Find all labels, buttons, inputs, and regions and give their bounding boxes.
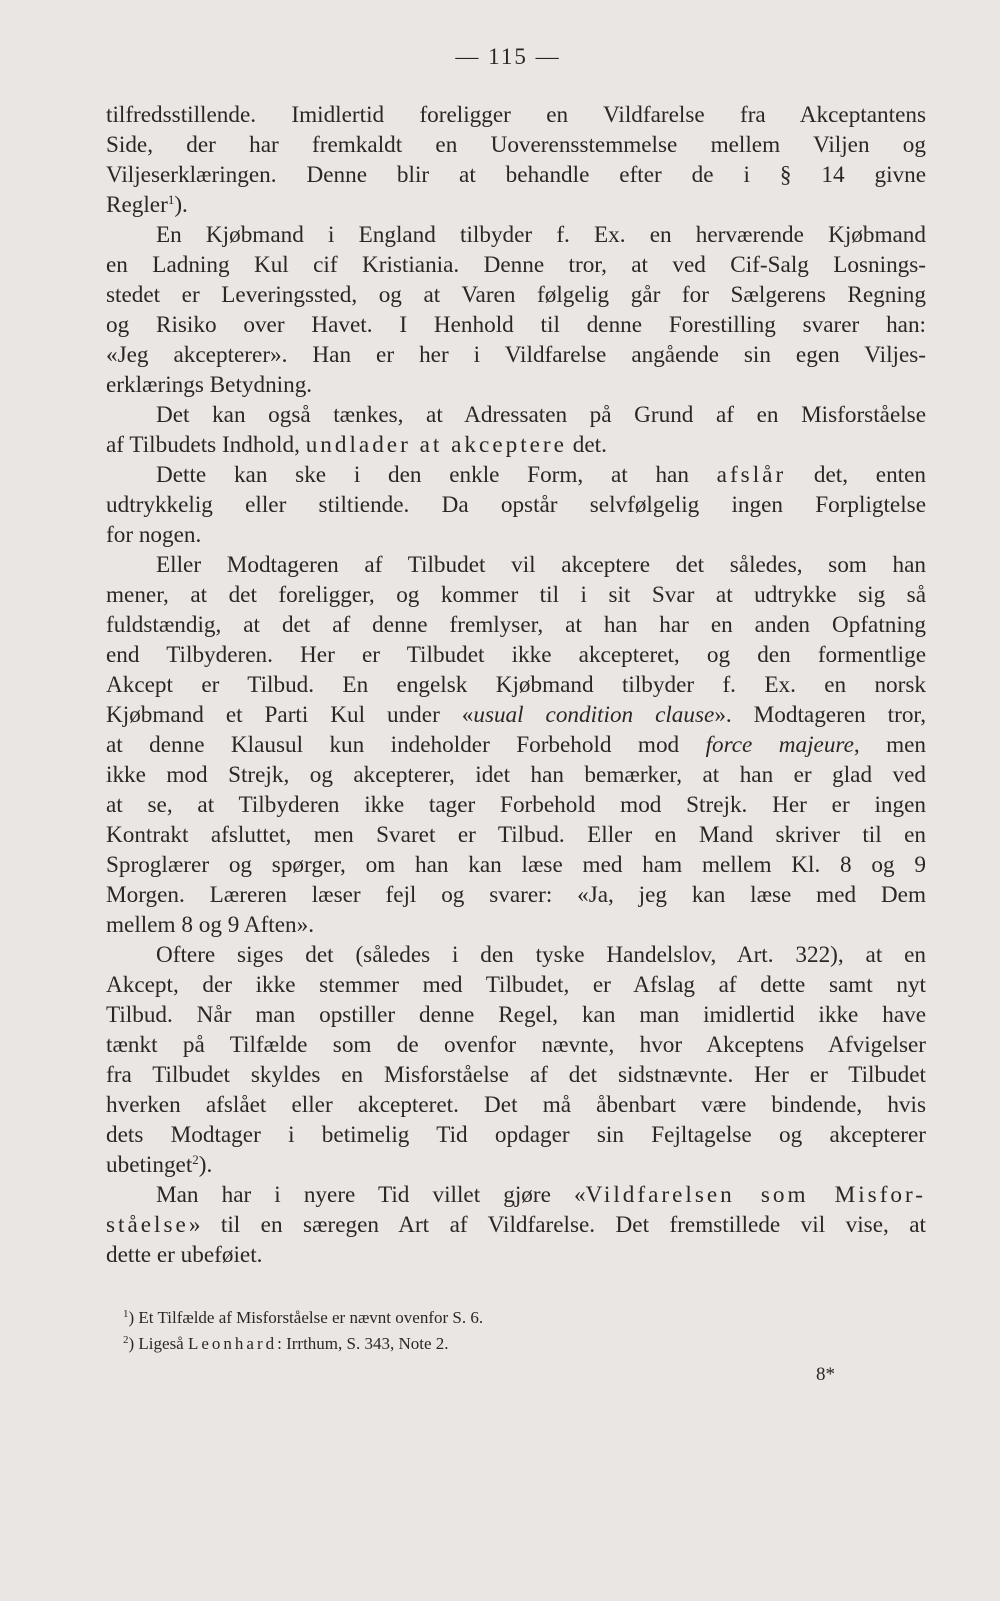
- line-text: mener, at det foreligger, og kommer til i sit Svar at udtrykke sig så: [106, 582, 926, 608]
- line-tail: ». Modtageren tror,: [714, 702, 926, 728]
- line-text: for nogen.: [106, 522, 202, 548]
- line-tail: » til en særegen Art af Vildfarelse. Det fremstillede vil vise, at: [188, 1212, 926, 1238]
- line-text: ubetinget: [106, 1152, 193, 1178]
- text-line: [106, 760, 926, 790]
- line-text: end Tilbyderen. Her er Tilbudet ikke akcepteret, og den formentlige: [106, 642, 926, 668]
- footnote-ref: 2: [192, 1152, 199, 1167]
- footnote-number: 1: [123, 1308, 129, 1320]
- line-text: dets Modtager i betimelig Tid opdager sin Fejltagelse og akcepterer: [106, 1122, 926, 1148]
- line-tail: , men: [853, 732, 926, 758]
- footnote-text: ) Ligeså: [128, 1334, 188, 1353]
- line-text: Det kan også tænkes, at Adressaten på Grund af en Misforståelse: [156, 402, 926, 428]
- line-tail: det.: [566, 432, 607, 458]
- text-line: [106, 430, 926, 460]
- spaced-text: ståelse: [106, 1212, 189, 1238]
- spaced-text: Vildfarelsen som Misfor-: [585, 1182, 926, 1208]
- page-number: — 115 —: [455, 44, 561, 69]
- text-line: [106, 1150, 926, 1180]
- text-line: [106, 220, 926, 250]
- line-text: en Ladning Kul cif Kristiania. Denne tror, at ved Cif-Salg Losnings-: [106, 252, 926, 278]
- footnote-tail: : Irrthum, S. 343, Note 2.: [277, 1334, 449, 1353]
- line-text: at denne Klausul kun indeholder Forbehold mod: [106, 732, 706, 758]
- spaced-text: undlader at akceptere: [305, 432, 567, 458]
- body-text: [106, 100, 926, 1270]
- text-line: [106, 280, 926, 310]
- text-line: [106, 160, 926, 190]
- text-line: [106, 1030, 926, 1060]
- footnote-ref: 1: [167, 192, 175, 207]
- line-text: Man har i nyere Tid villet gjøre «: [156, 1182, 586, 1208]
- line-text: Viljeserklæringen. Denne blir at behandle efter de i § 14 givne: [106, 162, 926, 188]
- text-line: [106, 640, 926, 670]
- text-line: [106, 1180, 926, 1210]
- text-line: [106, 580, 926, 610]
- footnotes: [123, 1305, 823, 1357]
- text-line: [106, 880, 926, 910]
- line-text: erklærings Betydning.: [106, 372, 313, 398]
- line-text: og Risiko over Havet. I Henhold til denne Forestilling svarer han:: [106, 312, 926, 338]
- text-line: [106, 850, 926, 880]
- line-text: Regler: [106, 192, 168, 218]
- line-tail: det, enten: [786, 462, 926, 488]
- text-line: [106, 610, 926, 640]
- signature-mark: 8*: [816, 1364, 835, 1385]
- italic-text: usual condition clause: [473, 702, 715, 728]
- line-text: Akcept, der ikke stemmer med Tilbudet, er Afslag af dette samt nyt: [106, 972, 926, 998]
- line-text: af Tilbudets Indhold,: [106, 432, 306, 458]
- line-text: dette er ubeføiet.: [106, 1242, 263, 1268]
- text-line: [106, 1240, 926, 1270]
- line-text: Kontrakt afsluttet, men Svaret er Tilbud. Eller en Mand skriver til en: [106, 822, 926, 848]
- line-text: Oftere siges det (således i den tyske Handelslov, Art. 322), at en: [156, 942, 926, 968]
- footnote: [123, 1305, 823, 1331]
- line-text: Dette kan ske i den enkle Form, at han: [156, 462, 717, 488]
- text-line: [106, 1060, 926, 1090]
- text-line: [106, 970, 926, 1000]
- footnote-spaced: Leonhard: [187, 1334, 278, 1353]
- text-line: [106, 700, 926, 730]
- footnote-number: 2: [123, 1334, 129, 1346]
- line-text: Tilbud. Når man opstiller denne Regel, kan man imidlertid ikke have: [106, 1002, 926, 1028]
- line-text: hverken afslået eller akcepteret. Det må åbenbart være bindende, hvis: [106, 1092, 926, 1118]
- line-text: Side, der har fremkaldt en Uoverensstemmelse mellem Viljen og: [106, 132, 926, 158]
- line-text: stedet er Leveringssted, og at Varen følgelig går for Sælgerens Regning: [106, 282, 926, 308]
- line-text: Akcept er Tilbud. En engelsk Kjøbmand tilbyder f. Ex. en norsk: [106, 672, 926, 698]
- line-text: fuldstændig, at det af denne fremlyser, at han har en anden Opfatning: [106, 612, 926, 638]
- line-text: tilfredsstillende. Imidlertid foreligger en Vildfarelse fra Akceptantens: [106, 102, 926, 128]
- line-tail: ).: [198, 1152, 213, 1178]
- text-line: [106, 520, 926, 550]
- text-line: [106, 820, 926, 850]
- text-line: [106, 1120, 926, 1150]
- line-text: Eller Modtageren af Tilbudet vil akceptere det således, som han: [156, 552, 926, 578]
- line-text: En Kjøbmand i England tilbyder f. Ex. en herværende Kjøbmand: [156, 222, 926, 248]
- text-line: [106, 490, 926, 520]
- text-line: [106, 130, 926, 160]
- text-line: [106, 670, 926, 700]
- footnote-text: ) Et Tilfælde af Misforståelse er nævnt ovenfor S. 6.: [128, 1308, 484, 1327]
- text-line: [106, 1090, 926, 1120]
- spaced-text: afslår: [716, 462, 787, 488]
- text-line: [106, 910, 926, 940]
- line-text: mellem 8 og 9 Aften».: [106, 912, 315, 938]
- line-text: Morgen. Læreren læser fejl og svarer: «Ja, jeg kan læse med Dem: [106, 882, 926, 908]
- text-line: [106, 730, 926, 760]
- line-text: fra Tilbudet skyldes en Misforståelse af det sidstnævnte. Her er Tilbudet: [106, 1062, 926, 1088]
- italic-text: force majeure: [705, 732, 854, 758]
- text-line: [106, 340, 926, 370]
- text-line: [106, 460, 926, 490]
- line-text: at se, at Tilbyderen ikke tager Forbehold mod Strejk. Her er ingen: [106, 792, 926, 818]
- text-line: [106, 250, 926, 280]
- text-line: [106, 1000, 926, 1030]
- text-line: [106, 370, 926, 400]
- text-line: [106, 790, 926, 820]
- text-line: [106, 550, 926, 580]
- line-text: udtrykkelig eller stiltiende. Da opstår selvfølgelig ingen Forpligtelse: [106, 492, 926, 518]
- line-text: tænkt på Tilfælde som de ovenfor nævnte, hvor Akceptens Afvigelser: [106, 1032, 926, 1058]
- text-line: [106, 190, 926, 220]
- line-tail: ).: [174, 192, 188, 218]
- text-line: [106, 400, 926, 430]
- line-text: ikke mod Strejk, og akcepterer, idet han bemærker, at han er glad ved: [106, 762, 926, 788]
- text-line: [106, 310, 926, 340]
- footnote: [123, 1331, 823, 1357]
- text-line: [106, 940, 926, 970]
- line-text: Kjøbmand et Parti Kul under «: [106, 702, 474, 728]
- line-text: Sproglærer og spørger, om han kan læse med ham mellem Kl. 8 og 9: [106, 852, 926, 878]
- text-line: [106, 100, 926, 130]
- line-text: «Jeg akcepterer». Han er her i Vildfarelse angående sin egen Viljes-: [106, 342, 926, 368]
- text-line: [106, 1210, 926, 1240]
